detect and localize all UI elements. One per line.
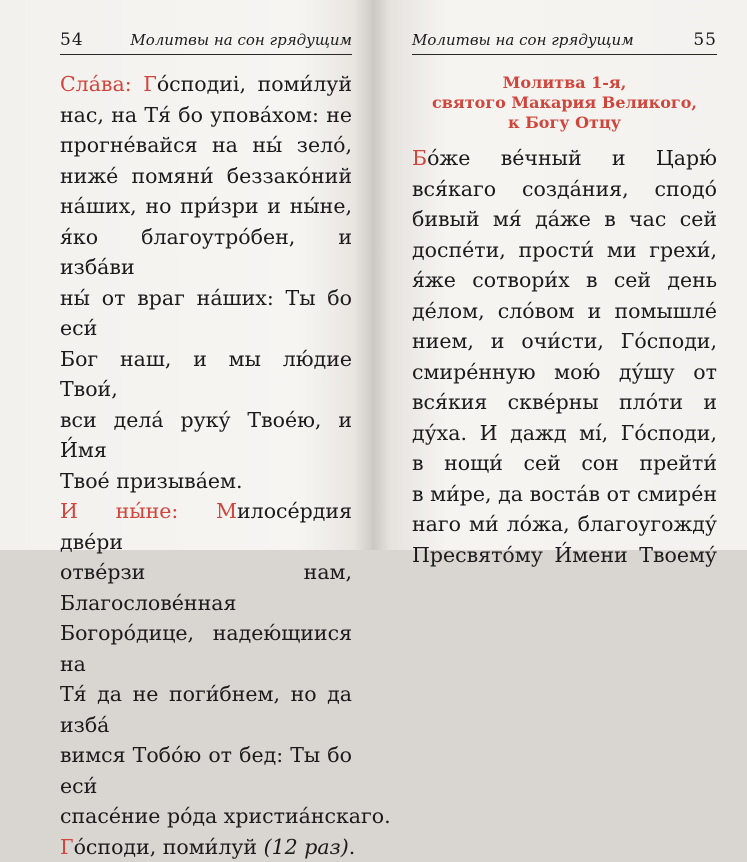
text-line [60, 130, 352, 161]
prayer-title [412, 73, 717, 133]
line-text: о́же ве́чный и Царю́ [427, 146, 717, 170]
text-line [412, 143, 717, 174]
text-line [412, 357, 717, 388]
line-text: вся́каго созда́ния, сподо́ [412, 177, 717, 201]
line-text: прогне́вайся на ны́ зело́, [60, 133, 352, 157]
right-page-header [412, 28, 717, 55]
text-line [60, 618, 352, 679]
line-text: Тя́ да не поги́бнем, но да изба́ [60, 682, 352, 737]
line-text: ниже́ помяни́ беззако́ний [60, 164, 352, 188]
text-line [412, 296, 717, 327]
text-line [412, 448, 717, 479]
text-line [412, 326, 717, 357]
text-line [60, 801, 352, 832]
right-page-text [412, 143, 717, 570]
running-title: Молитвы на сон грядущим [412, 30, 634, 50]
line-text: доспе́ти, прости́ ми грехи́, [412, 238, 717, 262]
left-page [0, 0, 372, 550]
line-text-end: . [349, 835, 356, 859]
text-line [60, 161, 352, 192]
line-text: илосе́рдия две́ри [60, 499, 352, 554]
text-line [60, 466, 352, 497]
prayer-title-line: святого Макария Великого, [412, 93, 717, 113]
rubric-text: Г [60, 835, 74, 859]
text-line [412, 235, 717, 266]
line-text: вимся Тобо́ю от бед: Ты бо еси́ [60, 743, 352, 798]
line-text: вся́кия скве́рны пло́ти и [412, 390, 717, 414]
text-line [412, 509, 717, 540]
running-title: Молитвы на сон грядущим [130, 30, 352, 50]
text-line [60, 344, 352, 405]
line-text: нием, и очи́сти, Го́споди, [412, 329, 717, 353]
line-text: вси дела́ руку́ Твое́ю, и И́мя [60, 408, 352, 463]
rubric-text: Б [412, 146, 427, 170]
text-line [60, 405, 352, 466]
line-text: спасе́ние ро́да христиа́нскаго. [60, 804, 391, 828]
line-text: де́лом, сло́вом и помышле́ [412, 299, 717, 323]
line-text: Бог наш, и мы лю́дие Твои́, [60, 347, 352, 402]
page-number: 55 [693, 30, 717, 50]
line-text: Богоро́дице, надею́щиися на [60, 621, 352, 676]
text-line [60, 283, 352, 344]
text-line [60, 557, 352, 618]
text-line [60, 191, 352, 222]
line-text: я́ко благоутро́бен, и изба́ви [60, 225, 352, 280]
line-text: смире́нную мою́ ду́шу от [412, 360, 717, 384]
line-text: в ми́ре, да воста́в от смире́н [412, 482, 717, 506]
text-line [60, 832, 352, 862]
repeat-count: (12 раз) [264, 835, 349, 859]
line-text: ны́ от враг на́ших: Ты бо еси́ [60, 286, 352, 341]
text-line [60, 69, 352, 100]
line-text: наго ми́ ло́жа, благоугожду́ [412, 512, 717, 536]
line-text: Твое́ призыва́ем. [60, 469, 243, 493]
right-page [372, 0, 747, 550]
text-line [412, 387, 717, 418]
line-text: нас, на Тя́ бо упова́хом: не [60, 103, 352, 127]
text-line [60, 222, 352, 283]
text-line [60, 496, 352, 557]
text-line [60, 100, 352, 131]
line-text: отве́рзи нам, Благослове́нная [60, 560, 352, 615]
line-text: о́сподиі, поми́луй [157, 72, 352, 96]
text-line [412, 479, 717, 510]
text-line [60, 740, 352, 801]
line-text: ду́ха. И дажд мí, Го́споди, [412, 421, 717, 445]
line-text: я́же сотвори́х в сей день [412, 268, 717, 292]
line-text: в нощи́ сей сон прейти́ [412, 451, 717, 475]
rubric-text: Сла́ва: Г [60, 72, 157, 96]
text-line [412, 540, 717, 571]
left-page-text [60, 69, 352, 862]
line-text: на́ших, но при́зри и ны́не, [60, 194, 352, 218]
rubric-text: И ны́не: М [60, 499, 237, 523]
text-line [412, 204, 717, 235]
text-line [412, 174, 717, 205]
prayer-title-line: Молитва 1-я, [412, 73, 717, 93]
line-text: бивый мя́ да́же в час сей [412, 207, 717, 231]
line-text: Пресвято́му И́мени Твоему́ [412, 543, 717, 567]
text-line [60, 679, 352, 740]
left-page-header [60, 28, 352, 55]
line-text: о́споди, поми́луй [74, 835, 264, 859]
text-line [412, 418, 717, 449]
prayer-title-line: к Богу Отцу [412, 113, 717, 133]
text-line [412, 265, 717, 296]
page-number: 54 [60, 30, 84, 50]
